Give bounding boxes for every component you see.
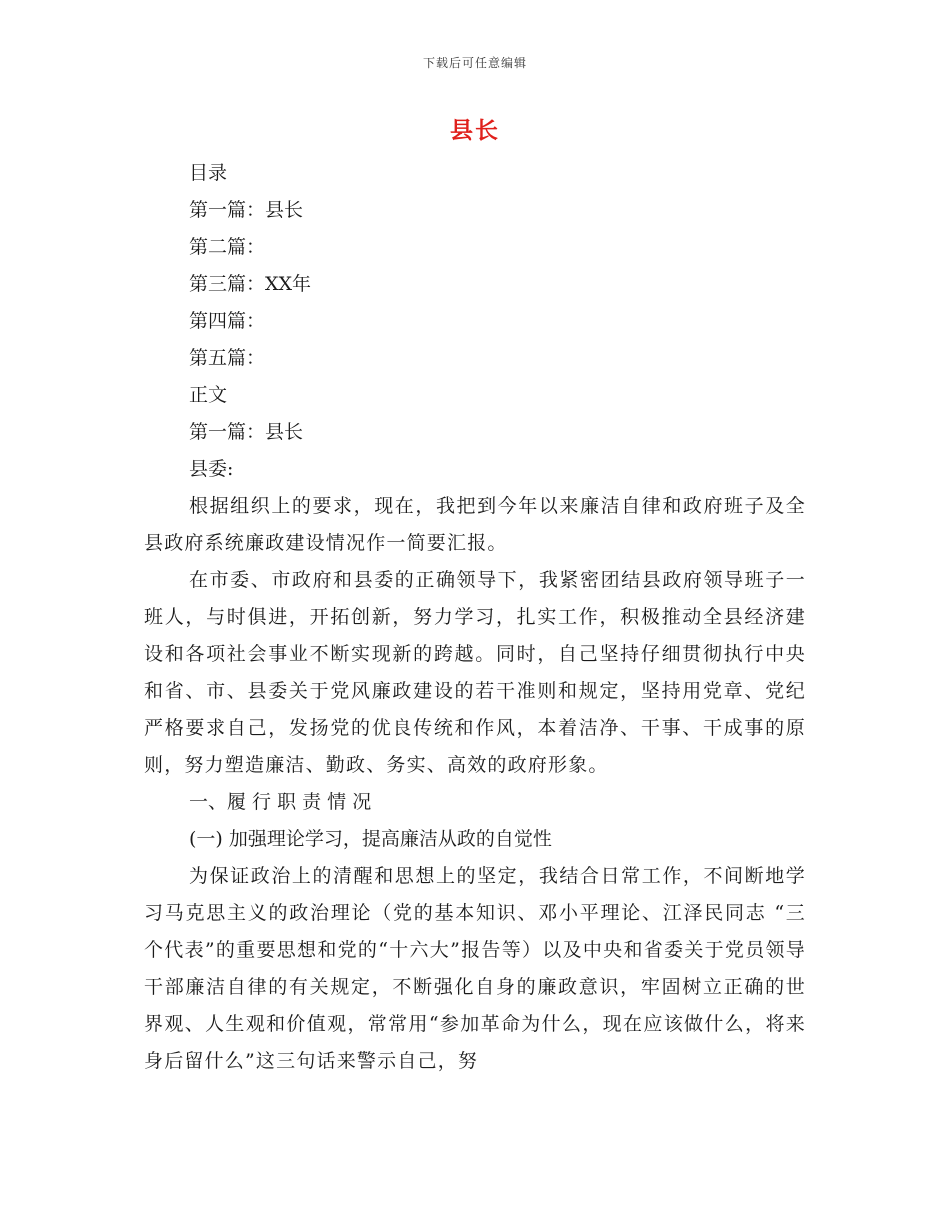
toc-item: 第三篇：XX年 xyxy=(189,273,312,295)
toc-item: 第五篇： xyxy=(189,347,266,369)
section-heading: 一、履 行 职 责 情 况 xyxy=(189,791,372,813)
salutation: 县委: xyxy=(189,458,234,480)
paragraph: 在市委、市政府和县委的正确领导下，我紧密团结县政府领导班子一班人，与时俱进，开拓创新，努力学习，扎实工作，积极推动全县经济建设和各项社会事业不断实现新的跨越。同时，自己坚持仔细贯彻执行中央和省、市、县委关于党风廉政建设的若干准则和规定，坚持用党章、党纪严格要求自己，发扬党的优良传统和作风，本着洁净、干事、干成事的原则，努力塑造廉洁、勤政、务实、高效的政府形象。 xyxy=(144,569,806,776)
toc-heading: 目录 xyxy=(189,162,228,184)
chapter-title: 第一篇：县长 xyxy=(189,421,304,443)
document-body xyxy=(144,155,806,1080)
toc-item: 第一篇：县长 xyxy=(189,199,304,221)
paragraph: 根据组织上的要求，现在，我把到今年以来廉洁自律和政府班子及全县政府系统廉政建设情况作一简要汇报。 xyxy=(144,495,806,554)
document-title: 县长 xyxy=(450,117,500,144)
toc-item: 第四篇： xyxy=(189,310,266,332)
paragraph: 为保证政治上的清醒和思想上的坚定，我结合日常工作，不间断地学习马克思主义的政治理论（党的基本知识、邓小平理论、江泽民同志 “三个代表”的重要思想和党的“十六大”报告等）以及中央和省委关于党员领导干部廉洁自律的有关规定，不断强化自身的廉政意识，牢固树立正确的世界观、人生观和价值观，常常用“参加革命为什么，现在应该做什么，将来身后留什么”这三句话来警示自己，努 xyxy=(144,865,806,1072)
body-heading: 正文 xyxy=(189,384,228,406)
header-note: 下载后可任意编辑 xyxy=(422,56,527,70)
subsection-heading: (一) 加强理论学习，提高廉洁从政的自觉性 xyxy=(189,828,552,850)
toc-item: 第二篇： xyxy=(189,236,266,258)
